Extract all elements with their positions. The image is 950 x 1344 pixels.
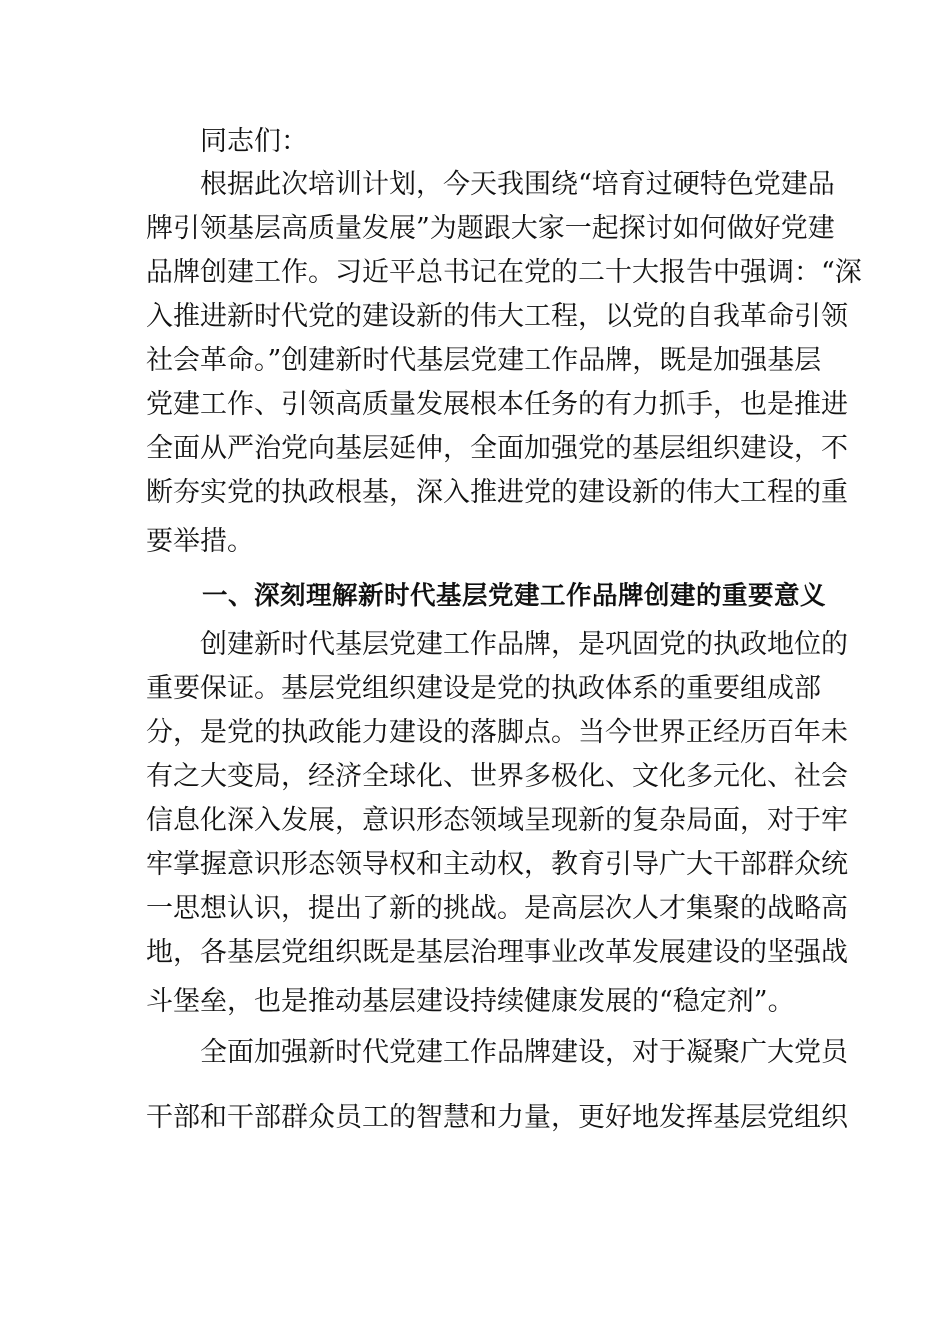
paragraph-line: 分，是党的执政能力建设的落脚点。当今世界正经历百年未 <box>146 717 848 748</box>
paragraph-line: 斗堡垒，也是推动基层建设持续健康发展的“稳定剂”。 <box>146 986 795 1017</box>
intro-line: 断夯实党的执政根基，深入推进党的建设新的伟大工程的重 <box>146 477 848 508</box>
intro-line: 根据此次培训计划，今天我围绕“培育过硬特色党建品 <box>200 169 835 200</box>
salutation: 同志们： <box>200 126 308 157</box>
paragraph-line: 地，各基层党组织既是基层治理事业改革发展建设的坚强战 <box>146 937 848 968</box>
paragraph-line: 一思想认识，提出了新的挑战。是高层次人才集聚的战略高 <box>146 893 848 924</box>
paragraph-line: 牢掌握意识形态领导权和主动权，教育引导广大干部群众统 <box>146 849 848 880</box>
intro-line: 品牌创建工作。习近平总书记在党的二十大报告中强调：“深 <box>146 257 862 288</box>
section-heading: 一、深刻理解新时代基层党建工作品牌创建的重要意义 <box>202 581 827 611</box>
paragraph-line: 有之大变局，经济全球化、世界多极化、文化多元化、社会 <box>146 761 848 792</box>
paragraph-line: 创建新时代基层党建工作品牌，是巩固党的执政地位的 <box>200 629 848 660</box>
paragraph-line: 全面加强新时代党建工作品牌建设，对于凝聚广大党员 <box>200 1037 848 1068</box>
intro-line: 入推进新时代党的建设新的伟大工程，以党的自我革命引领 <box>146 301 848 332</box>
paragraph-line: 重要保证。基层党组织建设是党的执政体系的重要组成部 <box>146 673 821 704</box>
intro-line: 牌引领基层高质量发展”为题跟大家一起探讨如何做好党建 <box>146 213 835 244</box>
intro-line: 要举措。 <box>146 526 254 557</box>
intro-line: 社会革命。”创建新时代基层党建工作品牌，既是加强基层 <box>146 345 822 376</box>
paragraph-line: 干部和干部群众员工的智慧和力量，更好地发挥基层党组织 <box>146 1102 848 1133</box>
paragraph-line: 信息化深入发展，意识形态领域呈现新的复杂局面，对于牢 <box>146 805 848 836</box>
intro-line: 党建工作、引领高质量发展根本任务的有力抓手，也是推进 <box>146 389 848 420</box>
intro-line: 全面从严治党向基层延伸，全面加强党的基层组织建设，不 <box>146 433 848 464</box>
